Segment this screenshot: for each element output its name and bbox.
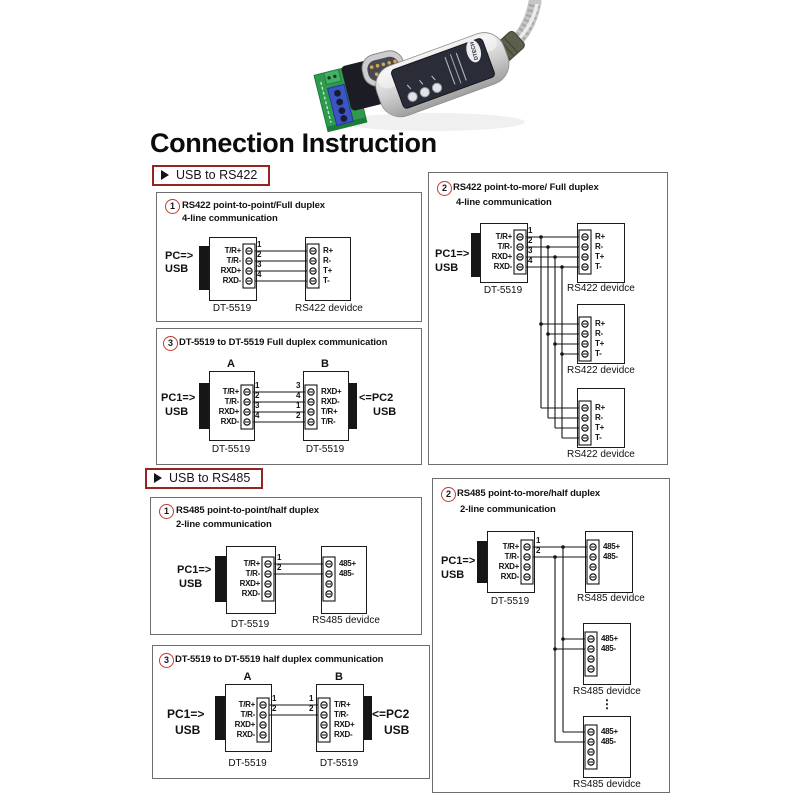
pin-label: R+ <box>595 319 605 328</box>
pin-label: R- <box>595 329 603 338</box>
wire-number: 2 <box>272 704 277 713</box>
panel-rs485-point-to-more <box>432 478 670 793</box>
panel-heading: RS485 point-to-point/half duplex <box>176 505 319 516</box>
panel-rs422-point-to-point <box>156 192 422 322</box>
pin-label: RXD+ <box>321 387 342 396</box>
pin-label: RXD+ <box>220 266 241 275</box>
wire-number: 1 <box>536 536 541 545</box>
port-b-label: B <box>335 671 343 683</box>
page-title: Connection Instruction <box>150 128 437 158</box>
panel-subheading: 4-line communication <box>456 197 552 208</box>
pin-label: T+ <box>595 423 604 432</box>
panel-heading: RS485 point-to-more/half duplex <box>457 488 601 499</box>
wire-number: 2 <box>296 411 301 420</box>
pin-label: T/R- <box>321 417 336 426</box>
wiring-diagram <box>433 479 669 792</box>
pin-label: 485- <box>601 737 616 746</box>
usb-label: USB <box>373 406 397 418</box>
port-b-label: B <box>321 358 329 370</box>
more-devices-ellipsis: ⋮ <box>601 697 613 711</box>
panel-subheading: 4-line communication <box>182 213 278 224</box>
pin-label: 485+ <box>603 542 620 551</box>
panel-rs422-point-to-more <box>428 172 668 465</box>
wire-number: 4 <box>528 256 533 265</box>
pin-label: T/R+ <box>495 232 512 241</box>
device-label: RS485 devidce <box>573 686 641 697</box>
product-photo <box>283 0 555 140</box>
usb-label: USB <box>179 578 203 590</box>
panel-subheading: 2-line communication <box>460 504 556 515</box>
pin-label: T/R+ <box>238 700 255 709</box>
pc-label: PC1=> <box>441 555 476 567</box>
wire-number: 1 <box>296 401 301 410</box>
wire-number: 3 <box>255 401 260 410</box>
pin-label: RXD- <box>220 417 239 426</box>
usb-label: USB <box>441 569 465 581</box>
pin-label: RXD- <box>500 572 519 581</box>
pin-label: T/R- <box>334 710 349 719</box>
pin-label: R+ <box>323 246 333 255</box>
section-tag-rs485 <box>145 468 263 489</box>
pin-label: T/R- <box>240 710 255 719</box>
device-label: RS422 devidce <box>567 449 635 460</box>
brand-logo-text: DTECH <box>469 41 481 61</box>
pin-label: RXD+ <box>239 579 260 588</box>
pin-label: 485+ <box>601 634 618 643</box>
wire-number: 3 <box>296 381 301 390</box>
device-label: DT-5519 <box>212 303 252 314</box>
pc-label: <=PC2 <box>372 707 410 721</box>
pc-label: PC=> <box>165 250 194 262</box>
wire-number: 4 <box>257 270 262 279</box>
wire-number: 3 <box>257 260 262 269</box>
pin-label: T/R+ <box>321 407 338 416</box>
wire-number: 4 <box>296 391 301 400</box>
wire-number: 1 <box>272 694 277 703</box>
pin-label: RXD+ <box>234 720 255 729</box>
usb-label: USB <box>435 262 459 274</box>
pin-label: T/R- <box>224 397 239 406</box>
pin-label: R- <box>323 256 331 265</box>
wire-number: 2 <box>277 563 282 572</box>
wire-number: 3 <box>528 246 533 255</box>
usb-label: USB <box>165 263 189 275</box>
pin-label: T- <box>595 433 602 442</box>
converter-body <box>370 27 515 123</box>
pin-label: R- <box>595 242 603 251</box>
panel-rs422-full-duplex <box>156 328 422 465</box>
wiring-diagram <box>151 498 421 634</box>
pin-label: T+ <box>323 266 332 275</box>
pin-label: R+ <box>595 232 605 241</box>
device-label: DT-5519 <box>490 596 530 607</box>
wiring-diagram <box>157 193 421 321</box>
pin-label: T/R- <box>226 256 241 265</box>
wire-number: 1 <box>255 381 260 390</box>
device-label: RS422 devidce <box>567 365 635 376</box>
device-label: DT-5519 <box>319 758 359 769</box>
step-number-badge: 1 <box>165 199 180 214</box>
wiring-diagram <box>153 646 429 778</box>
panel-subheading: 2-line communication <box>176 519 272 530</box>
wire-number: 2 <box>528 236 533 245</box>
panel-rs485-point-to-point <box>150 497 422 635</box>
wiring-diagram <box>157 329 421 464</box>
pin-label: RXD+ <box>491 252 512 261</box>
wire-number: 2 <box>536 546 541 555</box>
pin-label: T+ <box>595 339 604 348</box>
step-number-badge: 2 <box>437 181 452 196</box>
panel-heading: RS422 point-to-more/ Full duplex <box>453 182 599 193</box>
pin-label: RXD- <box>321 397 340 406</box>
wire-number: 1 <box>277 553 282 562</box>
pin-label: RXD- <box>493 262 512 271</box>
port-a-label: A <box>227 358 235 370</box>
step-number-badge: 1 <box>159 504 174 519</box>
pin-label: T- <box>595 262 602 271</box>
device-label: RS485 devidce <box>577 593 645 604</box>
pin-label: T- <box>595 349 602 358</box>
wire-number: 2 <box>255 391 260 400</box>
device-label: DT-5519 <box>230 619 270 630</box>
device-label: RS422 devidce <box>295 303 363 314</box>
pin-label: T/R- <box>504 552 519 561</box>
device-label: DT-5519 <box>305 444 345 455</box>
pin-label: T/R+ <box>502 542 519 551</box>
usb-label: USB <box>165 406 189 418</box>
pin-label: RXD- <box>222 276 241 285</box>
device-label: RS485 devidce <box>312 615 380 626</box>
pc-label: <=PC2 <box>359 392 394 404</box>
usb-label: USB <box>384 723 410 737</box>
device-label: DT-5519 <box>483 285 523 296</box>
pc-label: PC1=> <box>161 392 196 404</box>
pin-label: T/R+ <box>222 387 239 396</box>
usb-label: USB <box>175 723 201 737</box>
pin-label: T- <box>323 276 330 285</box>
pin-label: 485- <box>603 552 618 561</box>
pc-label: PC1=> <box>177 564 212 576</box>
pc-label: PC1=> <box>435 248 470 260</box>
pin-label: 485+ <box>339 559 356 568</box>
wire-number: 1 <box>528 226 533 235</box>
panel-heading: DT-5519 to DT-5519 Full duplex communication <box>179 337 388 348</box>
wiring-diagram <box>429 173 667 464</box>
pin-label: R- <box>595 413 603 422</box>
wire-number: 1 <box>309 694 314 703</box>
section-tag-label: USB to RS422 <box>176 168 258 182</box>
pc-label: PC1=> <box>167 707 205 721</box>
pin-label: RXD- <box>334 730 353 739</box>
pin-label: T/R- <box>497 242 512 251</box>
section-tag-label: USB to RS485 <box>169 471 251 485</box>
device-label: DT-5519 <box>211 444 251 455</box>
pin-label: 485- <box>601 644 616 653</box>
device-label: DT-5519 <box>228 758 267 769</box>
triangle-icon <box>161 170 169 180</box>
wire-number: 2 <box>257 250 262 259</box>
pin-label: T/R+ <box>224 246 241 255</box>
pin-label: T/R+ <box>243 559 260 568</box>
wire-number: 1 <box>257 240 262 249</box>
pin-label: T+ <box>595 252 604 261</box>
wire-number: 2 <box>309 704 314 713</box>
step-number-badge: 3 <box>163 336 178 351</box>
step-number-badge: 3 <box>159 653 174 668</box>
port-a-label: A <box>243 671 252 683</box>
pin-label: T/R- <box>245 569 260 578</box>
pin-label: T/R+ <box>334 700 351 709</box>
device-label: RS485 devidce <box>573 779 641 790</box>
section-tag-rs422 <box>152 165 270 186</box>
pin-label: RXD+ <box>218 407 239 416</box>
pin-label: R+ <box>595 403 605 412</box>
triangle-icon <box>154 473 162 483</box>
pin-label: RXD- <box>241 589 260 598</box>
panel-rs485-half-duplex <box>152 645 430 779</box>
pin-label: RXD+ <box>334 720 355 729</box>
device-label: RS422 devidce <box>567 283 635 294</box>
panel-heading: RS422 point-to-point/Full duplex <box>182 200 325 211</box>
pin-label: 485+ <box>601 727 618 736</box>
step-number-badge: 2 <box>441 487 456 502</box>
pin-label: 485- <box>339 569 354 578</box>
wire-number: 4 <box>255 411 260 420</box>
pin-label: RXD- <box>236 730 255 739</box>
panel-heading: DT-5519 to DT-5519 half duplex communication <box>175 654 384 665</box>
pin-label: RXD+ <box>498 562 519 571</box>
